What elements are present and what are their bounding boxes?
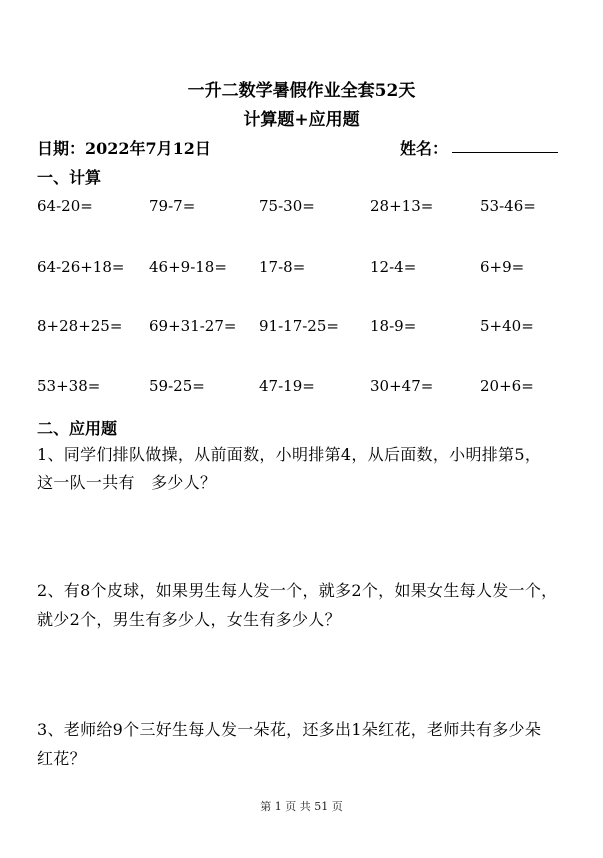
name-label: 姓名： [400,139,449,158]
page-subtitle: 计算题+应用题 [243,110,360,130]
calc-item: 79-7= [149,197,196,215]
calc-item: 6+9= [480,258,525,276]
page-footer: 第 1 页 共 51 页 [260,800,343,813]
calc-item: 20+6= [480,377,534,395]
section1-title: 一、计算 [37,168,102,187]
calc-item: 69+31-27= [149,317,237,335]
calc-item: 91-17-25= [259,317,339,335]
question-3-line-1: 3、老师给9个三好生每人发一朵花，还多出1朵红花，老师共有多少朵 [37,720,542,739]
calc-item: 47-19= [259,377,315,395]
question-1-line-1: 1、同学们排队做操，从前面数，小明排第4，从后面数，小明排第5， [37,445,542,464]
calc-item: 64-20= [37,197,93,215]
calc-item: 8+28+25= [37,317,123,335]
calc-item: 75-30= [259,197,315,215]
question-2-line-1: 2、有8个皮球，如果男生每人发一个，就多2个，如果女生每人发一个， [37,581,558,600]
calc-item: 46+9-18= [149,258,227,276]
calc-item: 12-4= [370,258,417,276]
calc-item: 18-9= [370,317,417,335]
calc-item: 59-25= [149,377,205,395]
name-blank-line [452,152,558,153]
question-3-line-2: 红花？ [37,749,86,768]
calc-item: 53+38= [37,377,101,395]
page-title: 一升二数学暑假作业全套52天 [187,81,416,101]
calc-item: 53-46= [480,197,536,215]
calc-item: 5+40= [480,317,534,335]
section2-title: 二、应用题 [37,419,118,438]
calc-item: 64-26+18= [37,258,125,276]
calc-item: 30+47= [370,377,434,395]
date-text: 日期：2022年7月12日 [37,139,211,158]
calc-item: 28+13= [370,197,434,215]
question-1-line-2: 这一队一共有 多少人？ [37,473,217,492]
calc-item: 17-8= [259,258,306,276]
question-2-line-2: 就少2个，男生有多少人，女生有多少人？ [37,610,341,629]
